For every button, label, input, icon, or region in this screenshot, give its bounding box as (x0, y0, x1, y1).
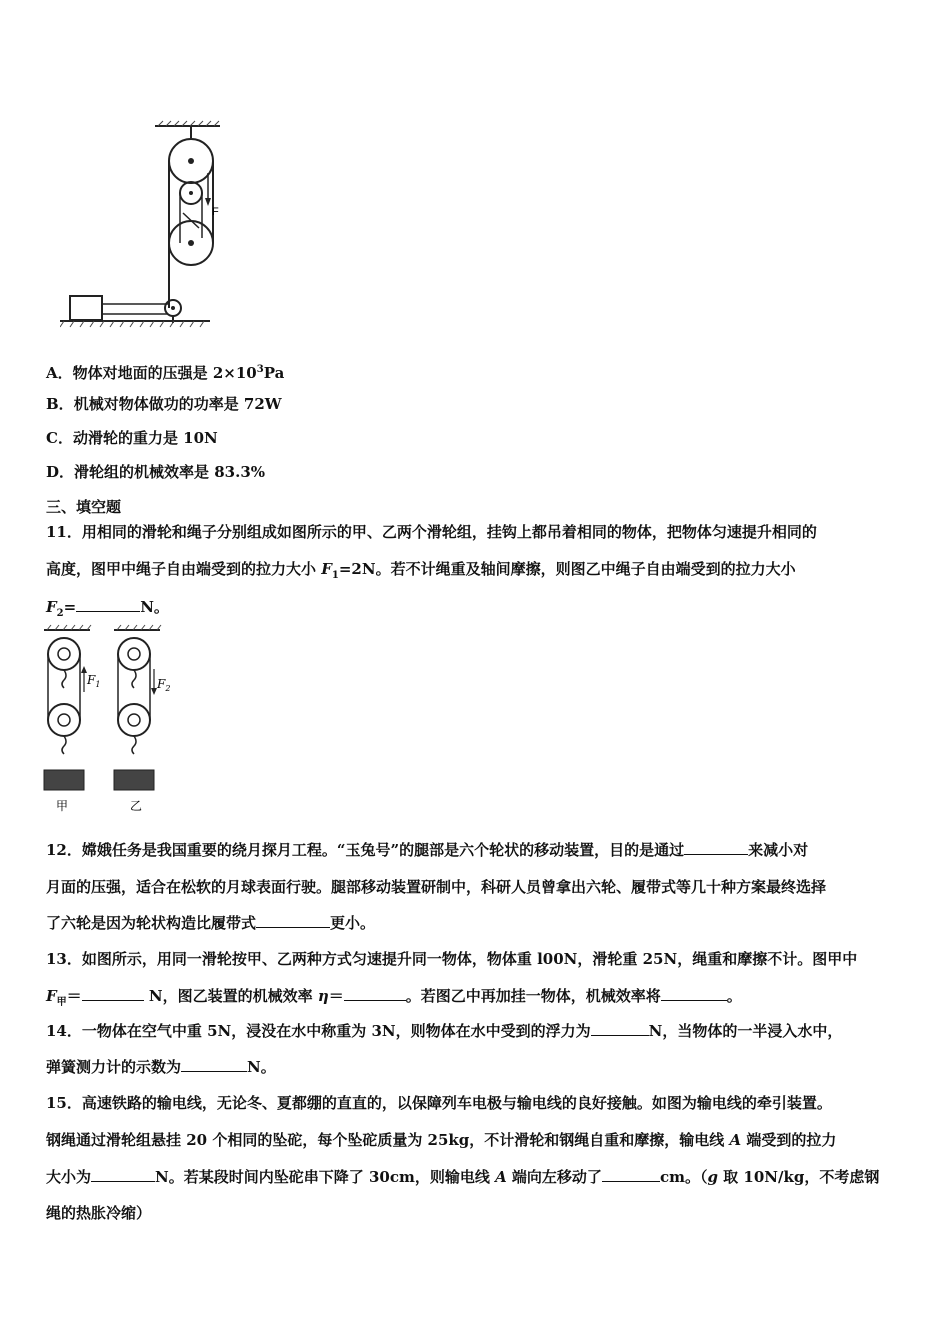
force-label: F (212, 206, 219, 218)
q12-line2: 月面的压强，适合在松软的月球表面行驶。腿部移动装置研制中，科研人员曾拿出六轮、履带式等几十种方案最终选择 (46, 878, 827, 896)
q12-line3: 了六轮是因为轮状构造比履带式 更小。 (46, 914, 376, 932)
answer-blank[interactable] (661, 986, 727, 1001)
answer-blank[interactable] (181, 1057, 247, 1072)
f2-label: $F_2$ (157, 677, 171, 693)
q15-line3: 大小为 N。若某段时间内坠砣串下降了 30cm，则输电线 A 端向左移动了 cm。（g 取 10N/kg，不考虑钢 (46, 1168, 880, 1186)
answer-blank[interactable] (591, 1021, 649, 1036)
answer-blank[interactable] (82, 986, 144, 1001)
answer-blank[interactable] (91, 1167, 155, 1182)
pulley-figure-2 (42, 624, 202, 814)
q13-line2: $F_甲= N$，图乙装置的机械效率 η＝ 。若图乙中再加挂一物体，机械效率将 。 (46, 987, 742, 1008)
label-jia: 甲 (56, 799, 69, 813)
answer-blank[interactable] (256, 913, 330, 928)
answer-blank[interactable] (602, 1167, 660, 1182)
answer-blank[interactable] (76, 597, 140, 612)
q15-line2: 钢绳通过滑轮组悬挂 20 个相同的坠砣，每个坠砣质量为 25kg，不计滑轮和钢绳自重和摩擦，输电线 A 端受到的拉力 (46, 1131, 837, 1149)
q14-line2: 弹簧测力计的示数为 N。 (46, 1058, 276, 1076)
option-d: D．滑轮组的机械效率是 83.3% (46, 463, 266, 481)
q11-line3: $F_2= N$。 (46, 598, 169, 619)
q11-line1: 11．用相同的滑轮和绳子分别组成如图所示的甲、乙两个滑轮组，挂钩上都吊着相同的物体，把物体匀速提升相同的 (46, 523, 817, 541)
answer-blank[interactable] (344, 986, 406, 1001)
section-title: 三、填空题 (46, 498, 122, 516)
q14-line1: 14．一物体在空气中重 5N，浸没在水中称重为 3N，则物体在水中受到的浮力为 N，当物体的一半浸入水中， (46, 1022, 843, 1040)
pulley-figure-1 (60, 118, 220, 333)
option-b: B．机械对物体做功的功率是 72W (46, 395, 282, 413)
q11-line2: 高度，图甲中绳子自由端受到的拉力大小 $F_1=2N$。若不计绳重及轴间摩擦，则图乙中绳子自由端受到的拉力大小 (46, 560, 796, 581)
q12-line1: 12．嫦娥任务是我国重要的绕月探月工程。“玉兔号”的腿部是六个轮状的移动装置，目的是通过 来减小对 (46, 841, 809, 859)
option-a: A．物体对地面的压强是 $2\times 10^3Pa$ (46, 364, 285, 382)
f1-label: $F_1$ (87, 673, 101, 689)
q15-line1: 15．高速铁路的输电线，无论冬、夏都绷的直直的，以保障列车电极与输电线的良好接触。如图为输电线的牵引装置。 (46, 1094, 832, 1112)
q15-line4: 绳的热胀冷缩） (46, 1204, 152, 1222)
label-yi: 乙 (130, 799, 143, 813)
option-c: C．动滑轮的重力是 10N (46, 429, 218, 447)
answer-blank[interactable] (684, 840, 748, 855)
q13-line1: 13．如图所示，用同一滑轮按甲、乙两种方式匀速提升同一物体，物体重 l00N，滑轮重 25N，绳重和摩擦不计。图甲中 (46, 950, 858, 968)
